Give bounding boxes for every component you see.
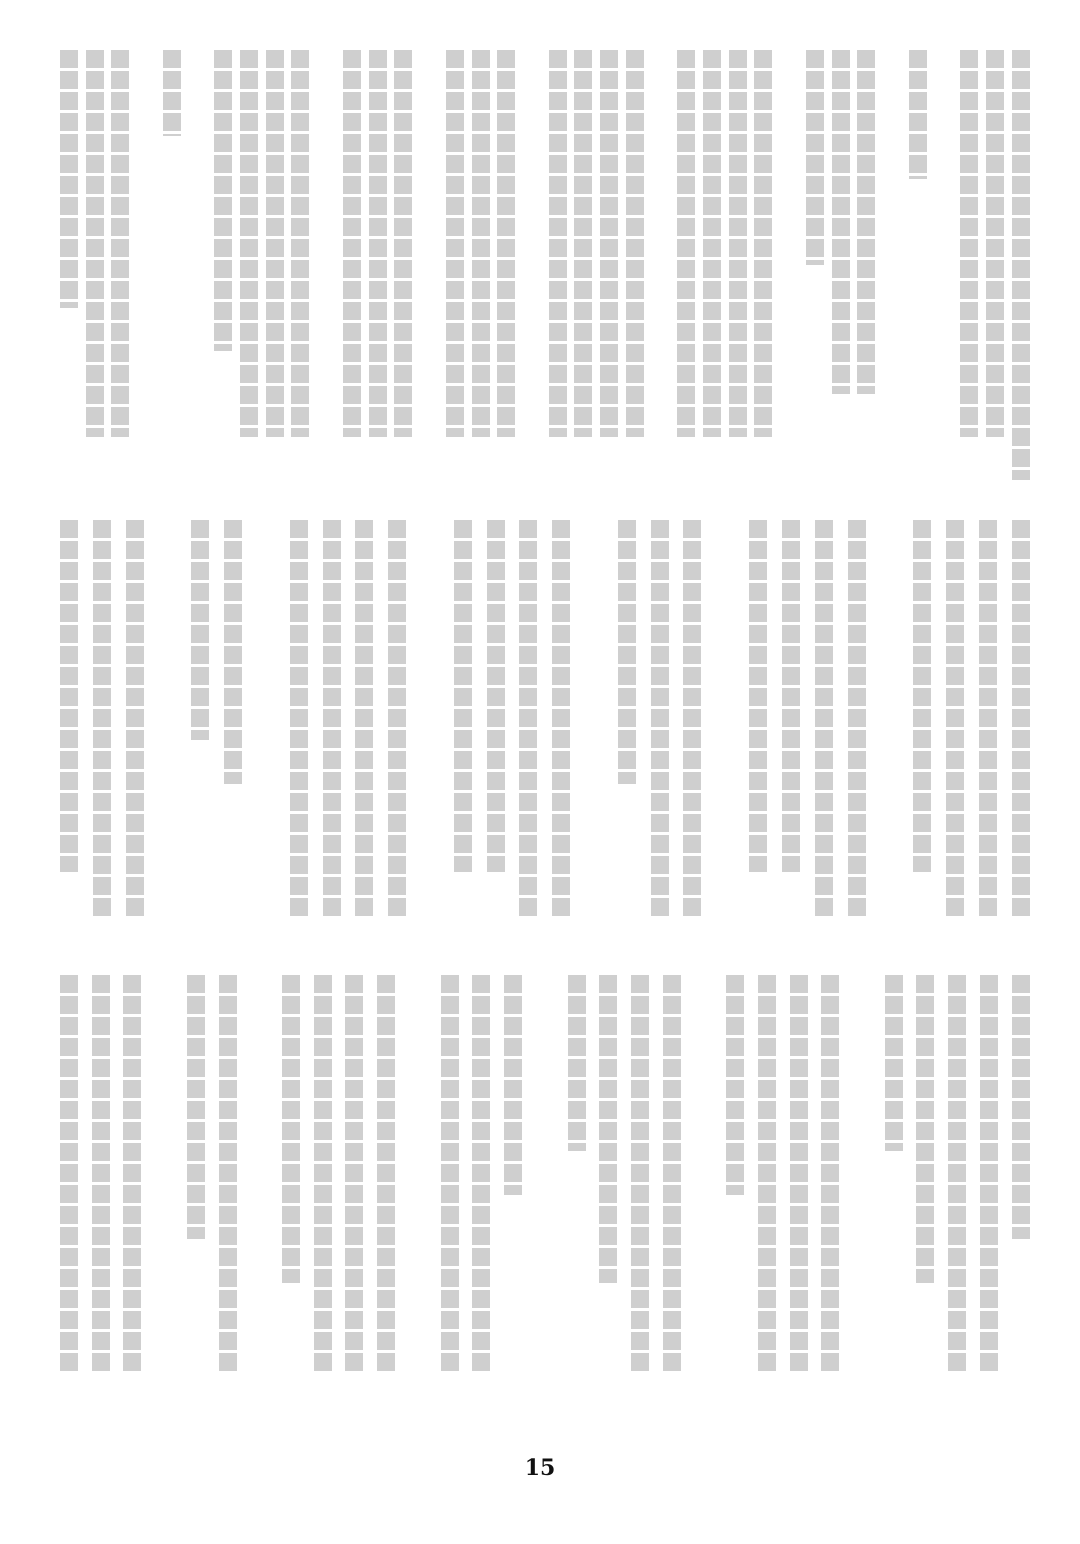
text-column <box>600 50 618 437</box>
text-column <box>703 50 721 437</box>
text-column <box>651 520 669 916</box>
text-column <box>726 975 744 1195</box>
text-column <box>782 520 800 872</box>
text-column <box>790 975 808 1371</box>
text-column <box>369 50 387 437</box>
text-column <box>224 520 242 784</box>
text-column <box>314 975 332 1371</box>
text-column <box>446 50 464 437</box>
text-column <box>677 50 695 437</box>
text-column <box>848 520 866 916</box>
text-column <box>946 520 964 916</box>
text-column <box>754 50 772 437</box>
text-column <box>472 975 490 1371</box>
text-block-bottom <box>60 975 1030 1415</box>
text-column <box>519 520 537 916</box>
text-column <box>266 50 284 437</box>
text-column <box>960 50 978 437</box>
text-column <box>631 975 649 1371</box>
text-column <box>214 50 232 351</box>
text-column <box>487 520 505 872</box>
text-column <box>86 50 104 437</box>
text-column <box>626 50 644 437</box>
text-column <box>60 975 78 1371</box>
text-column <box>219 975 237 1371</box>
text-column <box>986 50 1004 437</box>
page-number: 15 <box>524 1455 556 1481</box>
text-column <box>345 975 363 1371</box>
text-column <box>599 975 617 1283</box>
text-column <box>388 520 406 916</box>
text-column <box>832 50 850 394</box>
text-column <box>111 50 129 437</box>
text-column <box>618 520 636 784</box>
text-column <box>472 50 490 437</box>
text-column <box>1012 975 1030 1239</box>
text-column <box>504 975 522 1195</box>
text-column <box>191 520 209 740</box>
text-column <box>323 520 341 916</box>
text-column <box>885 975 903 1151</box>
text-column <box>123 975 141 1371</box>
text-column <box>913 520 931 872</box>
text-block-top <box>60 50 1030 480</box>
text-column <box>980 975 998 1371</box>
text-column <box>1012 520 1030 916</box>
text-column <box>377 975 395 1371</box>
text-column <box>60 50 78 308</box>
text-column <box>394 50 412 437</box>
text-column <box>187 975 205 1239</box>
text-column <box>291 50 309 437</box>
text-column <box>60 520 78 872</box>
text-column <box>355 520 373 916</box>
text-column <box>683 520 701 916</box>
text-column <box>729 50 747 437</box>
text-column <box>126 520 144 916</box>
text-block-middle <box>60 520 1030 960</box>
text-column <box>663 975 681 1371</box>
text-column <box>552 520 570 916</box>
text-column <box>574 50 592 437</box>
text-column <box>343 50 361 437</box>
text-column <box>163 50 181 136</box>
text-column <box>441 975 459 1371</box>
text-column <box>979 520 997 916</box>
text-column <box>749 520 767 872</box>
text-column <box>240 50 258 437</box>
text-column <box>92 975 110 1371</box>
text-column <box>568 975 586 1151</box>
text-column <box>454 520 472 872</box>
text-column <box>1012 50 1030 480</box>
text-column <box>497 50 515 437</box>
text-column <box>758 975 776 1371</box>
text-column <box>549 50 567 437</box>
text-column <box>857 50 875 394</box>
text-column <box>282 975 300 1283</box>
text-column <box>916 975 934 1283</box>
text-column <box>815 520 833 916</box>
text-column <box>290 520 308 916</box>
text-column <box>821 975 839 1371</box>
text-column <box>806 50 824 265</box>
text-column <box>948 975 966 1371</box>
text-column <box>93 520 111 916</box>
text-column <box>909 50 927 179</box>
